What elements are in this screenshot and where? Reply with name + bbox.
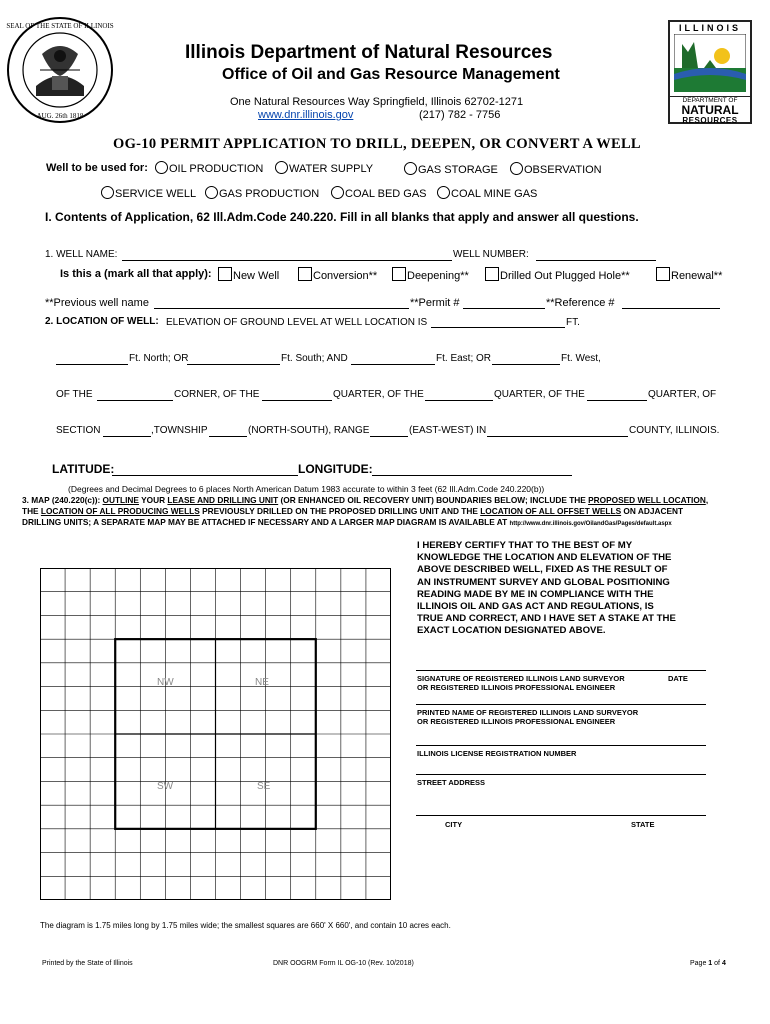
ew-label: (EAST-WEST) IN (409, 425, 487, 436)
certify-line: KNOWLEDGE THE LOCATION AND ELEVATION OF THE (417, 552, 672, 564)
signature-field[interactable] (416, 670, 706, 671)
option-label: COAL BED GAS (345, 188, 427, 200)
well-number-field[interactable] (536, 260, 656, 261)
option-label: OIL PRODUCTION (169, 163, 264, 175)
checkbox-icon[interactable] (218, 267, 232, 281)
footer-form-id: DNR OOGRM Form IL OG-10 (Rev. 10/2018) (273, 960, 414, 967)
quadrant-sw: SW (157, 781, 174, 792)
map-text: , (705, 495, 709, 505)
city-state-field[interactable] (416, 815, 706, 816)
ft-south-field[interactable] (187, 364, 280, 365)
checkbox-icon[interactable] (656, 267, 670, 281)
latitude-label: LATITUDE: (52, 462, 115, 476)
longitude-label: LONGITUDE: (298, 462, 373, 476)
option-gas-storage[interactable] (404, 162, 498, 176)
signature-label-1: SIGNATURE OF REGISTERED ILLINOIS LAND SURVEYOR (417, 674, 625, 683)
date-label: DATE (668, 674, 688, 683)
certify-line: I HEREBY CERTIFY THAT TO THE BEST OF MY (417, 540, 633, 551)
location-label: 2. LOCATION OF WELL: (45, 316, 159, 327)
check-conversion[interactable] (298, 267, 377, 282)
reference-label: **Reference # (546, 297, 615, 309)
elevation-field[interactable] (431, 327, 565, 328)
page-total: 4 (721, 960, 726, 967)
check-label: Deepening** (407, 270, 469, 282)
certify-line: TRUE AND CORRECT, AND I HAVE SET A STAKE AT THE (417, 613, 676, 625)
ft-east-field[interactable] (351, 364, 435, 365)
map-instructions-line1 (22, 495, 708, 505)
option-label: SERVICE WELL (115, 188, 197, 200)
radio-icon[interactable] (155, 161, 168, 174)
page-number: 1 (708, 960, 713, 967)
option-label: GAS PRODUCTION (219, 188, 320, 200)
option-observation[interactable] (510, 162, 602, 176)
map-text: ON ADJACENT (621, 506, 684, 516)
option-label: WATER SUPPLY (289, 163, 374, 175)
ft-west-field[interactable] (492, 364, 560, 365)
license-label: ILLINOIS LICENSE REGISTRATION NUMBER (417, 749, 577, 758)
diagram-note: The diagram is 1.75 miles long by 1.75 miles wide; the smallest squares are 660' X 660', and contain 10 acres each. (40, 921, 451, 930)
svg-text:AUG. 26th 1818: AUG. 26th 1818 (36, 112, 84, 120)
check-label: Renewal** (671, 270, 723, 282)
map-text: LEASE AND DRILLING UNIT (167, 495, 279, 505)
radio-icon[interactable] (205, 186, 218, 199)
certify-line: READING MADE BY ME IN COMPLIANCE WITH THE (417, 588, 654, 600)
check-renewal[interactable] (656, 267, 722, 282)
footer-printed-by: Printed by the State of Illinois (42, 960, 133, 967)
certify-line: EXACT LOCATION DESIGNATED ABOVE. (417, 625, 606, 637)
well-name-field[interactable] (122, 260, 452, 261)
section-map-grid[interactable] (40, 568, 391, 900)
quadrant-ne: NE (255, 677, 269, 688)
option-coal-bed-gas[interactable] (331, 186, 427, 200)
printed-name-label-1: PRINTED NAME OF REGISTERED ILLINOIS LAND SURVEYOR (417, 708, 639, 717)
form-title: OG-10 PERMIT APPLICATION TO DRILL, DEEPEN, OR CONVERT A WELL (113, 136, 641, 152)
radio-icon[interactable] (510, 162, 523, 175)
checkbox-icon[interactable] (392, 267, 406, 281)
option-label: GAS STORAGE (418, 164, 498, 176)
ft-north-label: Ft. North; OR (129, 353, 189, 364)
street-field[interactable] (416, 774, 706, 775)
certify-line: AN INSTRUMENT SURVEY AND GLOBAL POSITIONING (417, 576, 670, 588)
ft-south-label: Ft. South; AND (281, 353, 348, 364)
map-text: (OR ENHANCED OIL RECOVERY UNIT) BOUNDARIES BELOW; INCLUDE THE (278, 495, 589, 505)
county-field[interactable] (487, 436, 628, 437)
range-label: (NORTH-SOUTH), RANGE (248, 425, 370, 436)
quadrant-nw: NW (157, 677, 174, 688)
logo-illinois-text: ILLINOIS (679, 23, 741, 33)
datum-note: (Degrees and Decimal Degrees to 6 places North American Datum 1983 accurate to within 3 feet (62 Ill.Adm.Code 240.220(b)) (68, 484, 545, 494)
ft-west-label: Ft. West, (561, 353, 601, 364)
corner-label: CORNER, OF THE (174, 389, 260, 400)
section-label: SECTION (56, 425, 101, 436)
mark-all-label: Is this a (mark all that apply): (60, 268, 212, 280)
logo-resources: RESOURCES (682, 116, 738, 125)
map-text: LOCATION OF ALL PRODUCING WELLS (40, 506, 200, 516)
option-oil-production[interactable] (155, 161, 263, 175)
radio-icon[interactable] (101, 186, 114, 199)
map-instructions-line2 (22, 506, 683, 516)
permit-field[interactable] (463, 308, 545, 309)
city-label: CITY (445, 820, 463, 829)
map-text: YOUR (138, 495, 168, 505)
township-field[interactable] (209, 436, 247, 437)
check-new-well[interactable] (218, 267, 279, 282)
quarter1-label: QUARTER, OF THE (333, 389, 424, 400)
check-deepening[interactable] (392, 267, 469, 282)
phone: (217) 782 - 7756 (419, 109, 501, 121)
map-text: LOCATION OF ALL OFFSET WELLS (480, 506, 622, 516)
idnr-logo (668, 20, 752, 124)
license-field[interactable] (416, 745, 706, 746)
map-text: OUTLINE (102, 495, 139, 505)
elevation-label: ELEVATION OF GROUND LEVEL AT WELL LOCATION IS (166, 317, 428, 328)
option-coal-mine-gas[interactable] (437, 186, 537, 200)
range-field[interactable] (370, 436, 408, 437)
checkbox-icon[interactable] (298, 267, 312, 281)
signature-label-2: OR REGISTERED ILLINOIS PROFESSIONAL ENGINEER (417, 683, 616, 692)
certify-line: ILLINOIS OIL AND GAS ACT AND REGULATIONS, IS (417, 601, 654, 613)
printed-name-field[interactable] (416, 704, 706, 705)
certification-text (417, 540, 676, 638)
page-text: of (712, 960, 722, 967)
corner-field[interactable] (97, 400, 173, 401)
map-text: DRILLING UNITS; A SEPARATE MAP MAY BE ATTACHED IF NECESSARY AND A LARGER MAP DIAGRAM IS AVAILABLE AT (22, 517, 510, 527)
map-url[interactable]: http://www.dnr.illinois.gov/OilandGas/Pages/default.aspx (509, 521, 672, 527)
printed-name-label-2: OR REGISTERED ILLINOIS PROFESSIONAL ENGINEER (417, 717, 616, 726)
of-the-label: OF THE (56, 389, 93, 400)
radio-icon[interactable] (275, 161, 288, 174)
address: One Natural Resources Way Springfield, Illinois 62702-1271 (230, 96, 524, 108)
option-gas-production[interactable] (205, 186, 319, 200)
illinois-state-seal (6, 16, 114, 124)
map-text: PREVIOUSLY DRILLED ON THE PROPOSED DRILLING UNIT AND THE (199, 506, 481, 516)
section-field[interactable] (103, 436, 151, 437)
well-name-label: 1. WELL NAME: (45, 249, 118, 260)
option-label: COAL MINE GAS (451, 188, 538, 200)
ft-label: FT. (566, 317, 580, 328)
reference-field[interactable] (622, 308, 720, 309)
street-label: STREET ADDRESS (417, 778, 486, 787)
quarter1-field[interactable] (262, 400, 332, 401)
quarter2-field[interactable] (425, 400, 493, 401)
radio-icon[interactable] (437, 186, 450, 199)
township-label: ,TOWNSHIP (151, 425, 208, 436)
quadrant-se: SE (257, 781, 271, 792)
certify-line: ABOVE DESCRIBED WELL, FIXED AS THE RESULT OF (417, 564, 668, 576)
dept-title: Illinois Department of Natural Resources (185, 42, 553, 63)
county-label: COUNTY, ILLINOIS. (629, 425, 720, 436)
radio-icon[interactable] (331, 186, 344, 199)
quarter2-label: QUARTER, OF THE (494, 389, 585, 400)
logo-department-of: DEPARTMENT OF (670, 96, 750, 104)
previous-well-label: **Previous well name (45, 297, 149, 309)
website-link[interactable]: www.dnr.illinois.gov (258, 109, 354, 121)
footer-page (690, 960, 726, 967)
latitude-field[interactable] (112, 475, 298, 476)
quarter3-field[interactable] (587, 400, 647, 401)
map-instructions-line3 (22, 517, 672, 527)
office-title: Office of Oil and Gas Resource Management (222, 66, 560, 83)
checkbox-icon[interactable] (485, 267, 499, 281)
well-number-label: WELL NUMBER: (453, 249, 529, 260)
ft-east-label: Ft. East; OR (436, 353, 492, 364)
check-drilled-out[interactable] (485, 267, 630, 282)
previous-well-field[interactable] (154, 308, 409, 309)
svg-text:SEAL OF THE STATE OF ILLINOIS: SEAL OF THE STATE OF ILLINOIS (6, 22, 114, 30)
longitude-field[interactable] (372, 475, 572, 476)
logo-landscape-icon (674, 34, 746, 92)
option-label: OBSERVATION (524, 164, 602, 176)
option-service-well[interactable] (101, 186, 196, 200)
map-text: PROPOSED WELL LOCATION (588, 495, 706, 505)
check-label: New Well (233, 270, 280, 282)
radio-icon[interactable] (404, 162, 417, 175)
well-use-label: Well to be used for: (46, 162, 148, 174)
quarter3-label: QUARTER, OF (648, 389, 717, 400)
state-label: STATE (631, 820, 655, 829)
ft-north-field[interactable] (56, 364, 128, 365)
page-text: Page (690, 960, 709, 967)
map-text: 3. MAP (240.220(c)): (22, 495, 103, 505)
option-water-supply[interactable] (275, 161, 373, 175)
logo-natural: NATURAL (681, 103, 739, 117)
map-text: THE (22, 506, 41, 516)
check-label: Conversion** (313, 270, 378, 282)
permit-label: **Permit # (410, 297, 460, 309)
section-1-heading: I. Contents of Application, 62 Ill.Adm.Code 240.220. Fill in all blanks that apply and answer all questions. (45, 210, 639, 224)
check-label: Drilled Out Plugged Hole** (500, 270, 630, 282)
